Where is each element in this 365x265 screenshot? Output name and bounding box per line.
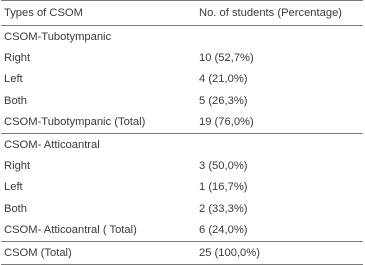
table-header bbox=[1, 1, 363, 26]
row-value-cell: 4 (21,0%) bbox=[199, 73, 248, 86]
table-row bbox=[1, 177, 363, 198]
row-type-cell: Right bbox=[4, 52, 31, 65]
row-value-cell: 6 (24,0%) bbox=[196, 220, 363, 242]
row-type-cell: Left bbox=[4, 73, 23, 86]
total-value-cell: 25 (100,0%) bbox=[196, 241, 363, 264]
row-value-cell: 3 (50,0%) bbox=[199, 160, 248, 173]
row-type-cell: Right bbox=[4, 160, 31, 173]
header-no-of-students: No. of students (Percentage) bbox=[196, 1, 363, 26]
table-row bbox=[1, 26, 363, 48]
header-types-of-csom: Types of CSOM bbox=[1, 1, 196, 26]
table-row bbox=[1, 155, 363, 176]
table-row bbox=[1, 90, 363, 111]
row-value-cell: 5 (26,3%) bbox=[199, 94, 248, 107]
table-row bbox=[1, 47, 363, 68]
table-footer bbox=[1, 241, 363, 264]
table-row-subtotal bbox=[1, 220, 363, 242]
row-type-cell: Both bbox=[4, 202, 28, 215]
row-type-cell: Left bbox=[4, 181, 23, 194]
row-value-cell: 1 (16,7%) bbox=[199, 181, 248, 194]
row-type-cell: Both bbox=[4, 94, 28, 107]
row-value-cell: 19 (76,0%) bbox=[196, 112, 363, 134]
row-type-cell: CSOM- Atticoantral ( Total) bbox=[1, 220, 196, 242]
table-body bbox=[1, 26, 363, 242]
table-row bbox=[1, 198, 363, 219]
row-value-cell: 2 (33,3%) bbox=[199, 202, 248, 215]
row-value-cell bbox=[196, 133, 363, 155]
row-type-cell: CSOM- Atticoantral bbox=[4, 138, 100, 151]
table-row-total bbox=[1, 241, 363, 264]
row-type-cell: CSOM-Tubotympanic bbox=[4, 30, 112, 43]
table-row-subtotal bbox=[1, 112, 363, 134]
row-value-cell: 10 (52,7%) bbox=[199, 52, 254, 65]
table-row bbox=[1, 133, 363, 155]
csom-table bbox=[1, 0, 363, 265]
header-row bbox=[1, 1, 363, 26]
row-value-cell bbox=[196, 26, 363, 48]
total-type-cell: CSOM (Total) bbox=[1, 241, 196, 264]
row-type-cell: CSOM-Tubotympanic (Total) bbox=[1, 112, 196, 134]
table-row bbox=[1, 69, 363, 90]
